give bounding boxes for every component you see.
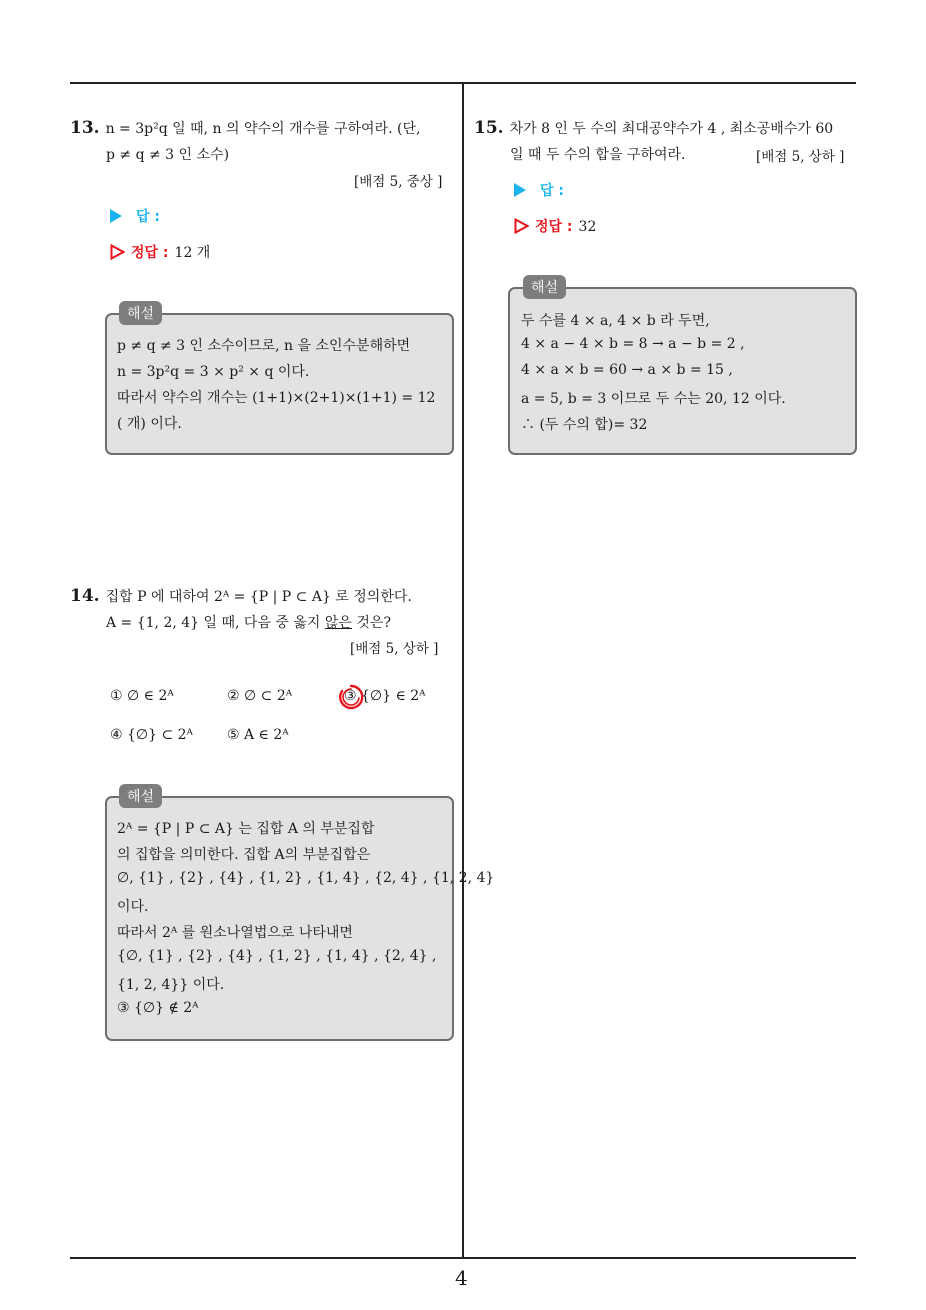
- question-15-line-2: 일 때 두 수의 합을 구하여라.: [510, 147, 686, 163]
- solution-line: ∅, {1} , {2} , {4} , {1, 2} , {1, 4} , {2, 4} , {1, 2, 4}: [117, 870, 495, 886]
- selected-answer-circle-icon: [337, 683, 365, 711]
- question-15-score: [배점 5, 상하 ]: [756, 149, 845, 165]
- bottom-rule: [70, 1257, 856, 1259]
- question-15-line-1: [474, 115, 859, 142]
- question-14: [70, 583, 455, 636]
- solution-line: {∅, {1} , {2} , {4} , {1, 2} , {1, 4} , {2, 4} ,: [117, 948, 437, 964]
- page-number: 4: [455, 1266, 468, 1290]
- solution-line: {1, 2, 4}} 이다.: [117, 977, 225, 993]
- question-number: 14.: [70, 586, 100, 606]
- correct-value: 32: [578, 219, 597, 235]
- solution-line: 4 × a × b = 60 → a × b = 15 ,: [521, 362, 733, 378]
- solution-line: ③ {∅} ∉ 2ᴬ: [117, 1000, 199, 1016]
- solution-line: 따라서 약수의 개수는 (1+1)×(2+1)×(1+1) = 12: [117, 390, 436, 406]
- question-number: 15.: [474, 118, 504, 138]
- question-14-line-2: A = {1, 2, 4} 일 때, 다음 중 옳지 않은 것은?: [106, 615, 391, 631]
- solution-line: p ≠ q ≠ 3 인 소수이므로, n 을 소인수분해하면: [117, 338, 411, 354]
- question-13-correct-answer: 정답 : 12 개: [110, 242, 210, 262]
- solution-line: 의 집합을 의미한다. 집합 A의 부분집합은: [117, 847, 371, 863]
- question-13-line-1: [70, 115, 455, 142]
- question-13-score: [배점 5, 중상 ]: [354, 174, 443, 190]
- solution-line: 따라서 2ᴬ 를 원소나열법으로 나타내면: [117, 925, 353, 941]
- question-13: [70, 115, 455, 168]
- correct-value: 12 개: [174, 245, 211, 261]
- solution-line: ( 개) 이다.: [117, 416, 182, 432]
- question-13-line-2: p ≠ q ≠ 3 인 소수): [106, 147, 230, 163]
- question-number: 13.: [70, 118, 100, 138]
- solution-tag: 해설: [119, 784, 162, 808]
- column-divider: [462, 82, 464, 1258]
- play-triangle-icon: [110, 209, 122, 223]
- question-14-score: [배점 5, 상하 ]: [350, 641, 439, 657]
- solution-line: 두 수를 4 × a, 4 × b 라 두면,: [521, 313, 710, 329]
- choice-5[interactable]: ⑤ A ∈ 2ᴬ: [227, 727, 289, 743]
- choice-2[interactable]: ② ∅ ⊂ 2ᴬ: [227, 688, 293, 704]
- solution-line: n = 3p²q = 3 × p² × q 이다.: [117, 364, 310, 380]
- emphasis-not: 않은: [324, 615, 352, 631]
- question-15-correct-answer: 정답 : 32: [514, 216, 596, 236]
- solution-line: a = 5, b = 3 이므로 두 수는 20, 12 이다.: [521, 391, 786, 407]
- question-13-answer-field[interactable]: 답 :: [110, 206, 160, 226]
- question-text: n = 3p²q 일 때, n 의 약수의 개수를 구하여라. (단,: [105, 121, 421, 137]
- question-text: 집합 P 에 대하여 2ᴬ = {P | P ⊂ A} 로 정의한다.: [105, 589, 412, 605]
- outline-triangle-icon: [110, 244, 125, 260]
- solution-line: 이다.: [117, 899, 149, 915]
- solution-tag: 해설: [523, 275, 566, 299]
- choice-4[interactable]: ④ {∅} ⊂ 2ᴬ: [110, 727, 193, 743]
- question-15-answer-field[interactable]: 답 :: [514, 180, 564, 200]
- outline-triangle-icon: [514, 218, 529, 234]
- solution-line: 4 × a − 4 × b = 8 → a − b = 2 ,: [521, 336, 745, 352]
- solution-line: 2ᴬ = {P | P ⊂ A} 는 집합 A 의 부분집합: [117, 821, 375, 837]
- solution-line: ∴ (두 수의 합)= 32: [521, 417, 648, 433]
- choice-3[interactable]: ③ {∅} ∈ 2ᴬ: [344, 688, 426, 704]
- solution-tag: 해설: [119, 301, 162, 325]
- question-text: 차가 8 인 두 수의 최대공약수가 4 , 최소공배수가 60: [509, 121, 834, 137]
- play-triangle-icon: [514, 183, 526, 197]
- choice-1[interactable]: ① ∅ ∈ 2ᴬ: [110, 688, 174, 704]
- question-14-line-1: [70, 583, 455, 610]
